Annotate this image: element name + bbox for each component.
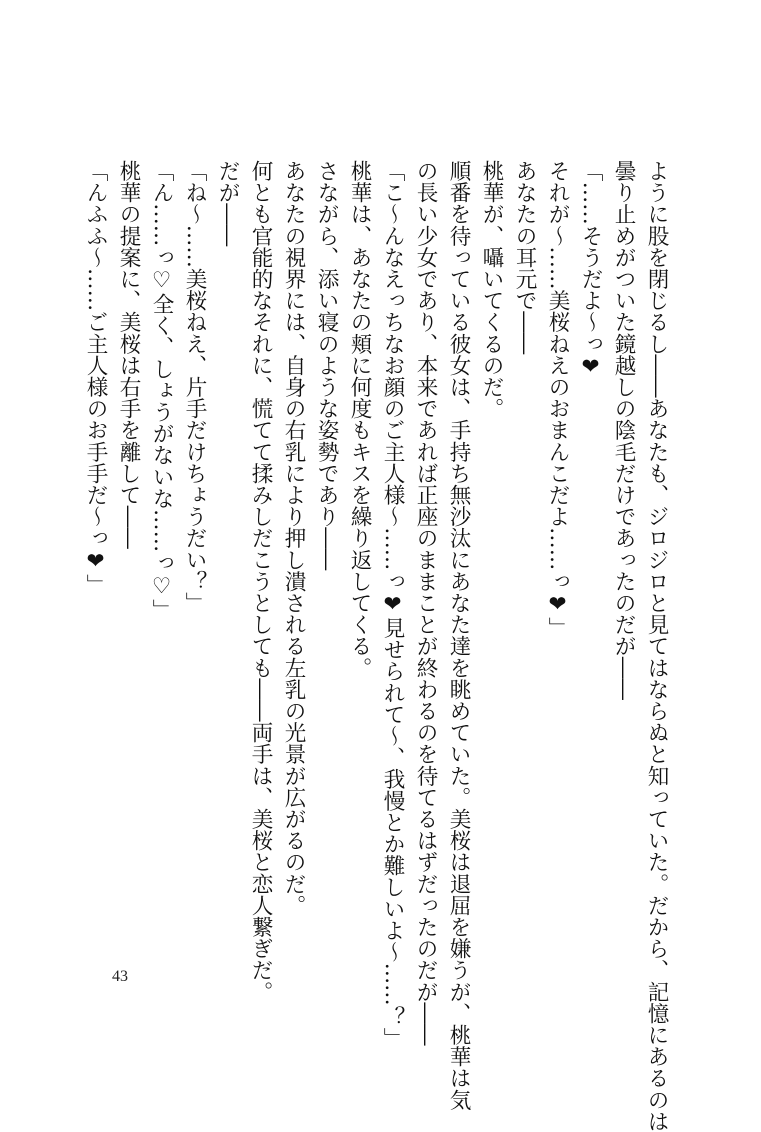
text-line: ように股を閉じるし――あなたも、ジロジロと見てはならぬと知っていた。だから、記憶にあるのは	[644, 160, 669, 1132]
text-line: 桃華が、囁いてくるのだ。	[479, 160, 504, 420]
text-line: 曇り止めがついた鏡越しの陰毛だけであったのだが――	[611, 160, 636, 700]
text-line: 桃華の提案に、美桜は右手を離して――	[116, 160, 141, 549]
text-line: さながら、添い寝のような姿勢であり――	[314, 160, 339, 571]
text-line: あなたの耳元で――	[512, 160, 537, 355]
text-line: 何とも官能的なそれに、慌てて揉みしだこうとしても――両手は、美桜と恋人繋ぎだ。	[248, 160, 273, 1003]
text-line: の長い少女であり、本来であれば正座のままことが終わるのを待てるはずだったのだが――	[413, 160, 438, 1046]
text-line: 順番を待っている彼女は、手持ち無沙汰にあなた達を眺めていた。美桜は退屈を嫌うが、桃華は気	[446, 160, 471, 1111]
text-line: 「ん……っ♡全く、しょうがないな……っ♡」	[149, 160, 174, 621]
page-number: 43	[112, 968, 128, 985]
text-line: あなたの視界には、自身の右乳により押し潰される左乳の光景が広がるのだ。	[281, 160, 306, 916]
text-line: 「こ〜んなえっちなお顔のご主人様〜……っ❤見せられて〜、我慢とか難しいよ〜……？」	[380, 160, 405, 1049]
text-line: 「んふふ〜……ご主人様のお手手だ〜っ❤」	[83, 160, 108, 596]
text-line: 桃華は、あなたの頬に何度もキスを繰り返してくる。	[347, 160, 372, 679]
text-line: 「ね〜……美桜ねえ、片手だけちょうだい？」	[182, 160, 207, 614]
text-line: それが〜……美桜ねえのおまんこだよ……っ❤」	[545, 160, 570, 639]
text-line: 「……そうだよ〜っ❤	[578, 160, 603, 380]
text-line: だが――	[215, 160, 240, 247]
